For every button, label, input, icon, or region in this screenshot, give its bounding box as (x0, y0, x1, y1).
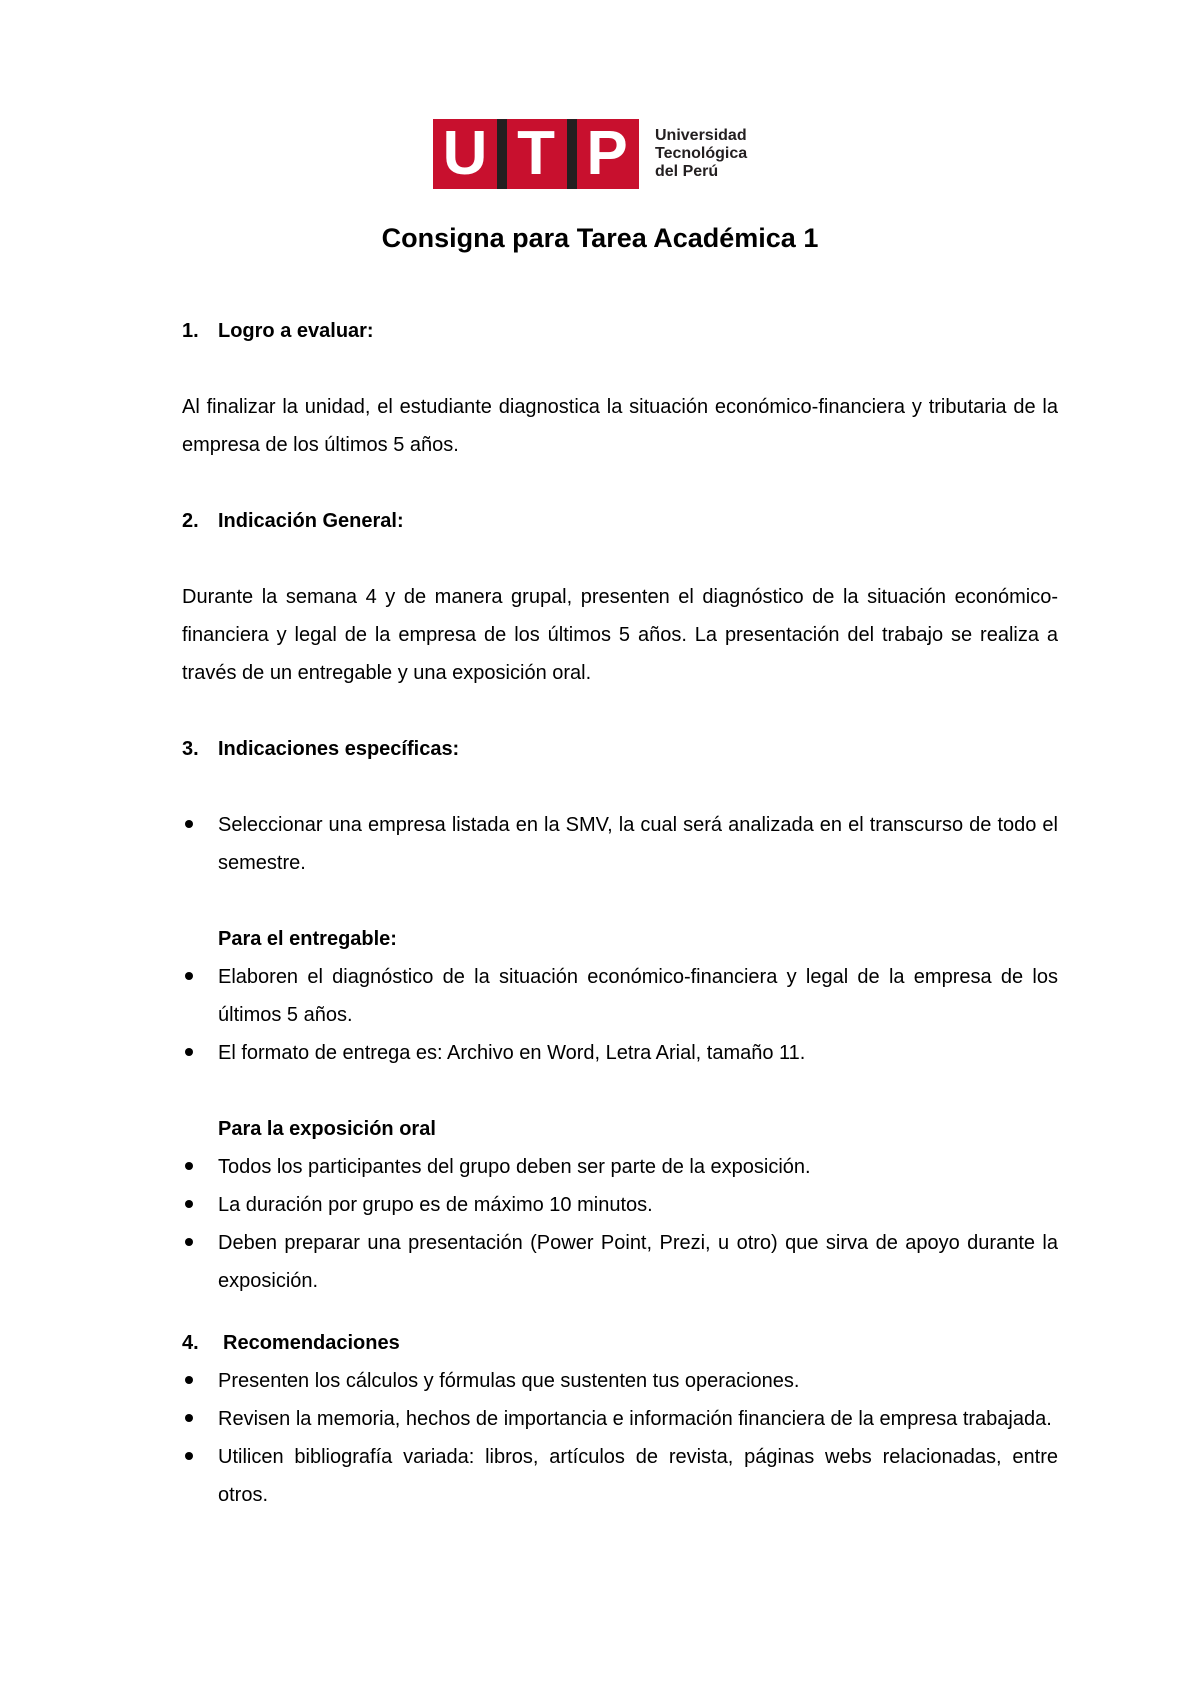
logo-text-line: del Perú (655, 163, 719, 180)
list-item (182, 1224, 1058, 1300)
list-item-text: Revisen la memoria, hechos de importancia e información financiera de la empresa trabajada. (218, 1408, 1052, 1430)
bullet-icon (185, 1376, 193, 1384)
bullet-icon (185, 1238, 193, 1246)
section-heading-recomendaciones (182, 1324, 1058, 1362)
logo-letter-t: T (517, 119, 555, 188)
bullet-icon (185, 1452, 193, 1460)
logo-mark (433, 119, 639, 189)
section-number: 3. (182, 738, 199, 760)
list-item (182, 1400, 1058, 1438)
list-item-text: Elaboren el diagnóstico de la situación económico-financiera y legal de la empresa de los últimos 5 años. (218, 966, 1058, 1026)
section-heading-indicacion-general (182, 502, 1058, 540)
section-number: 1. (182, 320, 199, 342)
exposicion-subheading: Para la exposición oral (218, 1118, 436, 1140)
list-item-text: Seleccionar una empresa listada en la SMV, la cual será analizada en el transcurso de todo el semestre. (218, 814, 1058, 874)
document-body (182, 312, 1058, 1514)
bullet-icon (185, 820, 193, 828)
list-item-text: Deben preparar una presentación (Power Point, Prezi, u otro) que sirva de apoyo durante la exposición. (218, 1232, 1058, 1292)
bullet-icon (185, 1162, 193, 1170)
list-item-text: Todos los participantes del grupo deben ser parte de la exposición. (218, 1156, 811, 1178)
list-item (182, 958, 1058, 1034)
exposicion-list (182, 1148, 1058, 1300)
recomendaciones-list (182, 1362, 1058, 1514)
list-item (182, 1438, 1058, 1514)
bullet-icon (185, 1414, 193, 1422)
section-heading-logro (182, 312, 1058, 350)
list-item (182, 1362, 1058, 1400)
list-item (182, 1034, 1058, 1072)
entregable-list (182, 958, 1058, 1072)
logo-separator (567, 119, 577, 189)
list-item (182, 1148, 1058, 1186)
list-item-text: La duración por grupo es de máximo 10 minutos. (218, 1194, 653, 1216)
logo-letter-u: U (442, 119, 488, 188)
bullet-icon (185, 1200, 193, 1208)
section-number: 4. (182, 1332, 199, 1354)
list-item-text: Presenten los cálculos y fórmulas que sustenten tus operaciones. (218, 1370, 800, 1392)
logo-text-line: Universidad (655, 127, 747, 144)
indicacion-general-paragraph: Durante la semana 4 y de manera grupal, presenten el diagnóstico de la situación económico-financiera y legal de la empresa de los últimos 5 años. La presentación del trabajo se realiza a través de un entregable y una exposición oral. (182, 586, 1058, 684)
logo-letter-p: P (586, 119, 628, 188)
section-title: Recomendaciones (223, 1332, 400, 1354)
logo-separator (497, 119, 507, 189)
list-item-text: El formato de entrega es: Archivo en Word, Letra Arial, tamaño 11. (218, 1042, 806, 1064)
logro-paragraph: Al finalizar la unidad, el estudiante diagnostica la situación económico-financiera y tributaria de la empresa de los últimos 5 años. (182, 396, 1058, 456)
list-item (182, 1186, 1058, 1224)
document-title: Consigna para Tarea Académica 1 (381, 223, 819, 253)
section-title: Indicaciones específicas: (218, 738, 460, 760)
entregable-subheading: Para el entregable: (218, 928, 397, 950)
section-title: Logro a evaluar: (218, 320, 374, 342)
section-heading-indicaciones-especificas (182, 730, 1058, 768)
section-title: Indicación General: (218, 510, 404, 532)
bullet-icon (185, 1048, 193, 1056)
list-item-text: Utilicen bibliografía variada: libros, artículos de revista, páginas webs relacionadas, entre otros. (218, 1446, 1058, 1506)
utp-logo (433, 119, 747, 189)
indicaciones-list (182, 806, 1058, 882)
section-number: 2. (182, 510, 199, 532)
bullet-icon (185, 972, 193, 980)
logo-text-line: Tecnológica (655, 145, 748, 162)
logo-wordmark (655, 127, 747, 181)
list-item (182, 806, 1058, 882)
